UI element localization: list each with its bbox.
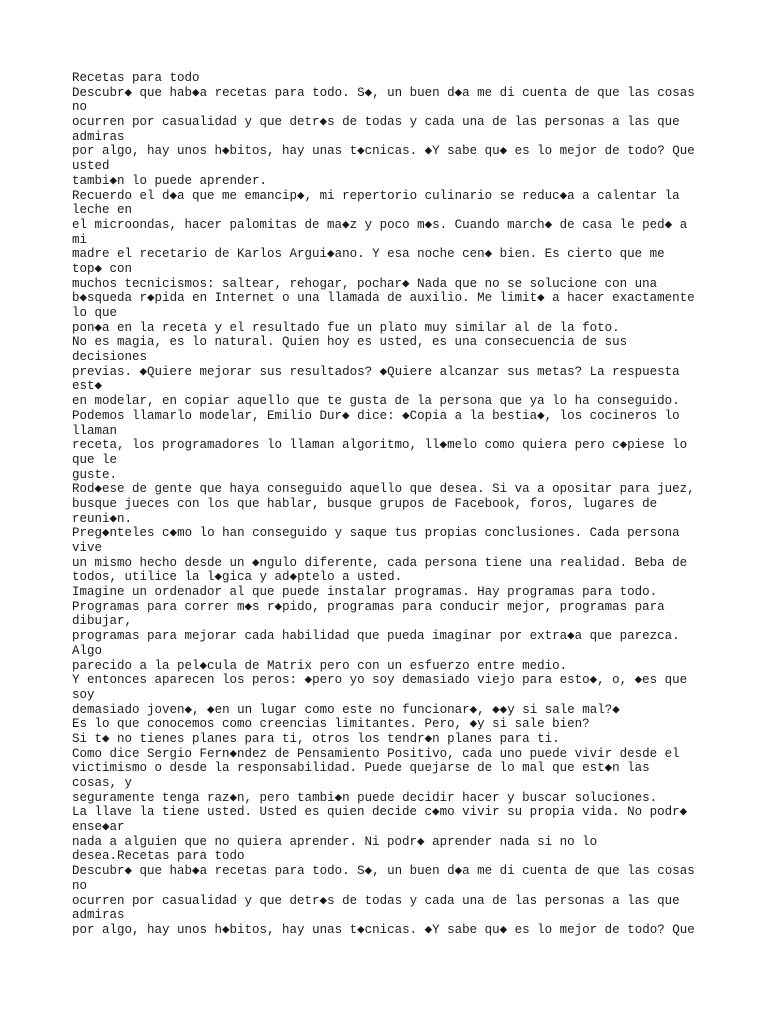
text-line: Imagine un ordenador al que puede instalar programas. Hay programas para todo. [72, 585, 658, 600]
text-line: Descubr◆ que hab◆a recetas para todo. S◆, un buen d◆a me di cuenta de que las cosas [72, 864, 695, 879]
text-line: Recetas para todo [72, 71, 200, 85]
text-line: Y entonces aparecen los peros: ◆pero yo soy demasiado viejo para esto◆, o, ◆es que [72, 673, 688, 688]
text-line: no [72, 100, 88, 115]
text-line: victimismo o desde la responsabilidad. Puede quejarse de lo mal que est◆n las [72, 761, 650, 776]
text-line: no [72, 878, 88, 893]
text-line: admiras [72, 908, 125, 923]
text-line: Descubr◆ que hab◆a recetas para todo. S◆, un buen d◆a me di cuenta de que las cosas [72, 85, 695, 100]
text-line: mi [72, 232, 88, 247]
text-line: Recuerdo el d◆a que me emancip◆, mi repertorio culinario se reduc◆a a calentar la [72, 188, 680, 203]
text-line: usted [72, 159, 110, 174]
text-line: Algo [72, 643, 103, 658]
text-line: reuni◆n. [72, 511, 133, 526]
text-line: lo que [72, 306, 118, 320]
text-line: decisiones [72, 350, 148, 365]
text-line: demasiado joven◆, ◆en un lugar como este no funcionar◆, ◆◆y si sale mal?◆ [72, 702, 620, 717]
text-line: llaman [72, 423, 118, 438]
text-line: Podemos llamarlo modelar, Emilio Dur◆ dice: ◆Copia a la bestia◆, los cocineros lo [72, 408, 680, 423]
text-line: dibujar, [72, 614, 133, 629]
text-line: ense◆ar [72, 820, 125, 835]
text-line: tambi◆n lo puede aprender. [72, 173, 268, 188]
text-line: Como dice Sergio Fern◆ndez de Pensamiento Positivo, cada uno puede vivir desde el [72, 746, 680, 761]
text-line: guste. [72, 467, 118, 482]
text-line: soy [72, 687, 95, 702]
text-line: nada a alguien que no quiera aprender. Ni podr◆ aprender nada si no lo [72, 834, 598, 849]
text-line: leche en [72, 203, 133, 218]
text-line: en modelar, en copiar aquello que te gusta de la persona que ya lo ha conseguido. [72, 394, 680, 409]
text-line: vive [72, 541, 103, 555]
text-line: b◆squeda r◆pida en Internet o una llamada de auxilio. Me limit◆ a hacer exactamente [72, 291, 695, 306]
text-line: admiras [72, 129, 125, 144]
text-line: Es lo que conocemos como creencias limitantes. Pero, ◆y si sale bien? [72, 717, 590, 732]
text-line: parecido a la pel◆cula de Matrix pero con un esfuerzo entre medio. [72, 658, 568, 673]
text-line: ocurren por casualidad y que detr◆s de todas y cada una de las personas a las que [72, 115, 680, 130]
text-line: previas. ◆Quiere mejorar sus resultados? ◆Quiere alcanzar sus metas? La respuesta [72, 364, 680, 379]
text-line: cosas, y [72, 776, 133, 790]
text-line: programas para mejorar cada habilidad que pueda imaginar por extra◆a que parezca. [72, 629, 680, 644]
text-line: est◆ [72, 379, 103, 394]
text-line: busque jueces con los que hablar, busque grupos de Facebook, foros, lugares de [72, 496, 658, 511]
text-line: Preg◆nteles c◆mo lo han conseguido y saque tus propias conclusiones. Cada persona [72, 526, 680, 541]
text-line: que le [72, 452, 118, 467]
text-line: Si t◆ no tienes planes para ti, otros los tendr◆n planes para ti. [72, 731, 560, 746]
text-line: No es magia, es lo natural. Quien hoy es usted, es una consecuencia de sus [72, 335, 628, 350]
text-line: desea.Recetas para todo [72, 849, 245, 864]
text-line: pon◆a en la receta y el resultado fue un plato muy similar al de la foto. [72, 320, 620, 335]
text-line: receta, los programadores lo llaman algoritmo, ll◆melo como quiera pero c◆piese lo [72, 438, 688, 453]
text-line: La llave la tiene usted. Usted es quien decide c◆mo vivir su propia vida. No podr◆ [72, 805, 688, 820]
text-line: un mismo hecho desde un ◆ngulo diferente, cada persona tiene una realidad. Beba de [72, 555, 688, 570]
text-line: el microondas, hacer palomitas de ma◆z y poco m◆s. Cuando march◆ de casa le ped◆ a [72, 217, 688, 232]
text-line: muchos tecnicismos: saltear, rehogar, pochar◆ Nada que no se solucione con una [72, 276, 658, 291]
text-line: Rod◆ese de gente que haya conseguido aquello que desea. Si va a opositar para juez, [72, 482, 695, 497]
text-line: madre el recetario de Karlos Argui◆ano. Y esa noche cen◆ bien. Es cierto que me [72, 247, 665, 262]
text-line: todos, utilice la l◆gica y ad◆ptelo a usted. [72, 570, 403, 585]
text-line: por algo, hay unos h◆bitos, hay unas t◆cnicas. ◆Y sabe qu◆ es lo mejor de todo? Que [72, 922, 695, 937]
text-line: seguramente tenga raz◆n, pero tambi◆n puede decidir hacer y buscar soluciones. [72, 790, 658, 805]
text-line: top◆ con [72, 261, 133, 276]
text-line: Programas para correr m◆s r◆pido, programas para conducir mejor, programas para [72, 599, 665, 614]
document-body [72, 71, 712, 938]
text-line: ocurren por casualidad y que detr◆s de todas y cada una de las personas a las que [72, 893, 680, 908]
text-line: por algo, hay unos h◆bitos, hay unas t◆cnicas. ◆Y sabe qu◆ es lo mejor de todo? Que [72, 144, 695, 159]
